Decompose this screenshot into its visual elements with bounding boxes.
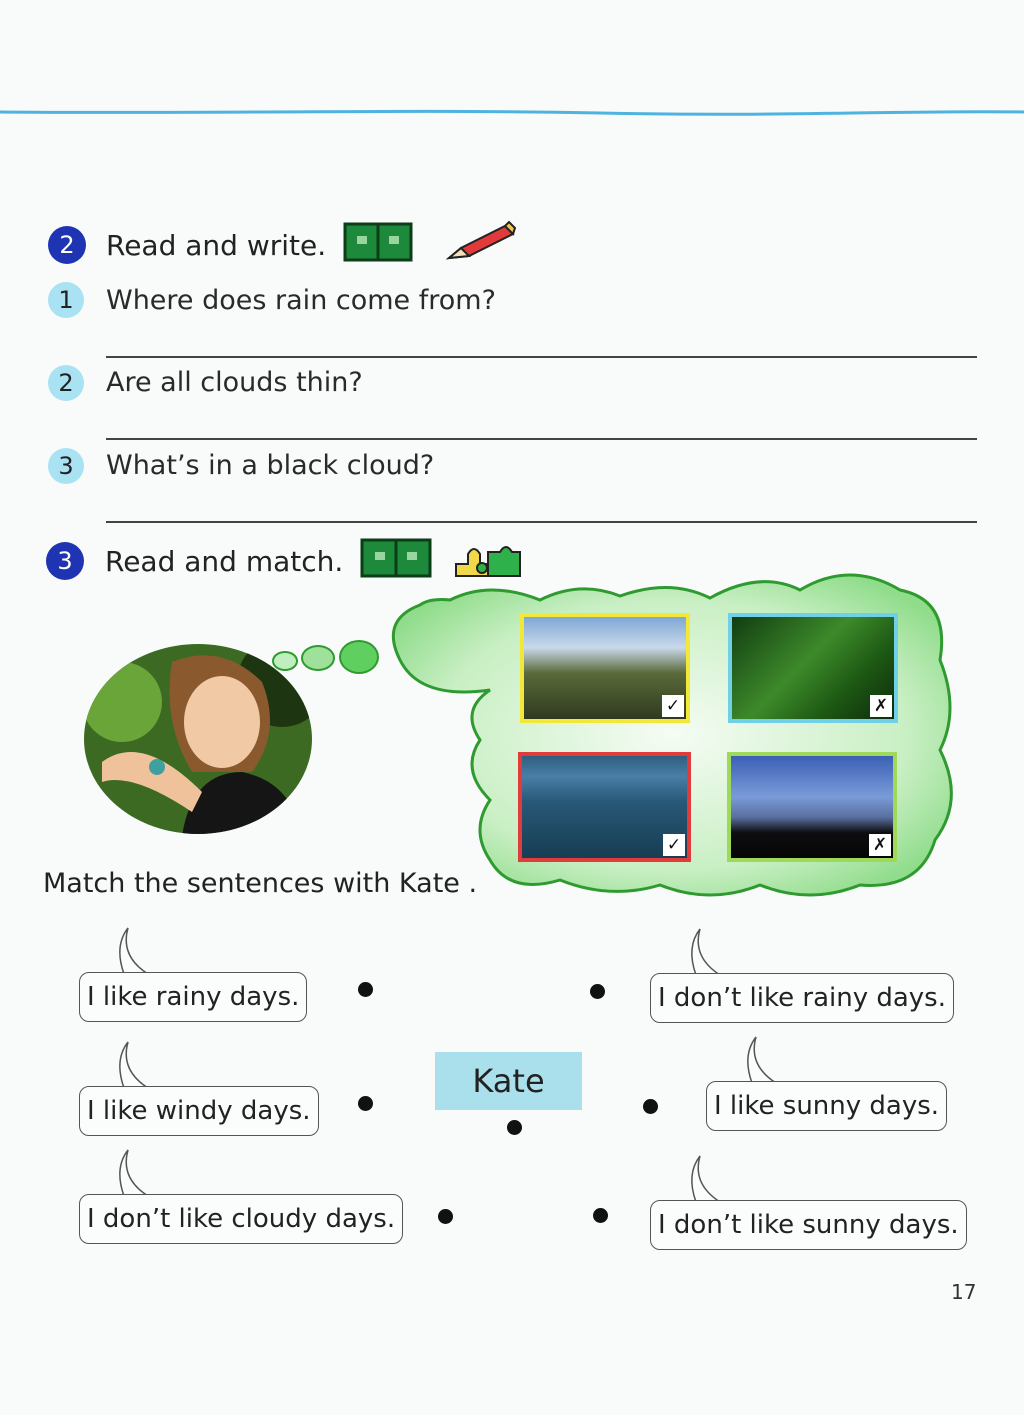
right-sentence-3[interactable]: I don’t like sunny days. (650, 1200, 967, 1250)
left-sentence-2[interactable]: I like windy days. (79, 1086, 319, 1136)
sunny-photo (727, 752, 897, 862)
match-dot-left-2[interactable] (358, 1096, 373, 1111)
match-dot-right-3[interactable] (593, 1208, 608, 1223)
answer-line-1[interactable] (106, 356, 977, 358)
question-1-badge: 1 (48, 282, 84, 318)
rainy-photo (728, 613, 898, 723)
question-2-text: Are all clouds thin? (106, 367, 363, 398)
answer-line-2[interactable] (106, 438, 977, 440)
bubble-tail (112, 1040, 152, 1090)
match-dot-right-1[interactable] (590, 984, 605, 999)
book-icon (343, 222, 413, 262)
question-3-text: What’s in a black cloud? (106, 450, 435, 481)
match-instruction: Match the sentences with Kate . (43, 868, 478, 899)
section-2-title: Read and write. (106, 229, 327, 262)
thought-dot-large (339, 640, 379, 674)
right-sentence-2[interactable]: I like sunny days. (706, 1081, 947, 1131)
match-dot-left-1[interactable] (358, 982, 373, 997)
check-mark: ✓ (663, 834, 685, 856)
question-2-badge: 2 (48, 365, 84, 401)
kate-label: Kate (435, 1052, 582, 1110)
left-sentence-3[interactable]: I don’t like cloudy days. (79, 1194, 403, 1244)
check-mark: ✓ (662, 695, 684, 717)
question-1-text: Where does rain come from? (106, 285, 496, 316)
section-2-badge: 2 (48, 226, 86, 264)
match-dot-left-3[interactable] (438, 1209, 453, 1224)
bubble-tail (684, 1154, 724, 1204)
cloudy-photo (518, 752, 691, 862)
cross-mark: ✗ (870, 695, 892, 717)
cross-mark: ✗ (869, 834, 891, 856)
top-divider-line (0, 104, 1024, 120)
right-sentence-1[interactable]: I don’t like rainy days. (650, 973, 954, 1023)
section-3-title: Read and match. (105, 545, 344, 578)
answer-line-3[interactable] (106, 521, 977, 523)
question-3-badge: 3 (48, 448, 84, 484)
bubble-tail (684, 927, 724, 977)
pencil-icon (443, 220, 517, 264)
match-dot-kate[interactable] (507, 1120, 522, 1135)
page-number: 17 (951, 1280, 977, 1304)
bubble-tail (740, 1035, 780, 1085)
windy-photo (520, 613, 690, 723)
kate-photo (82, 642, 314, 836)
match-dot-right-2[interactable] (643, 1099, 658, 1114)
section-3-badge: 3 (46, 542, 84, 580)
bubble-tail (112, 1148, 152, 1198)
bubble-tail (112, 926, 152, 976)
left-sentence-1[interactable]: I like rainy days. (79, 972, 307, 1022)
